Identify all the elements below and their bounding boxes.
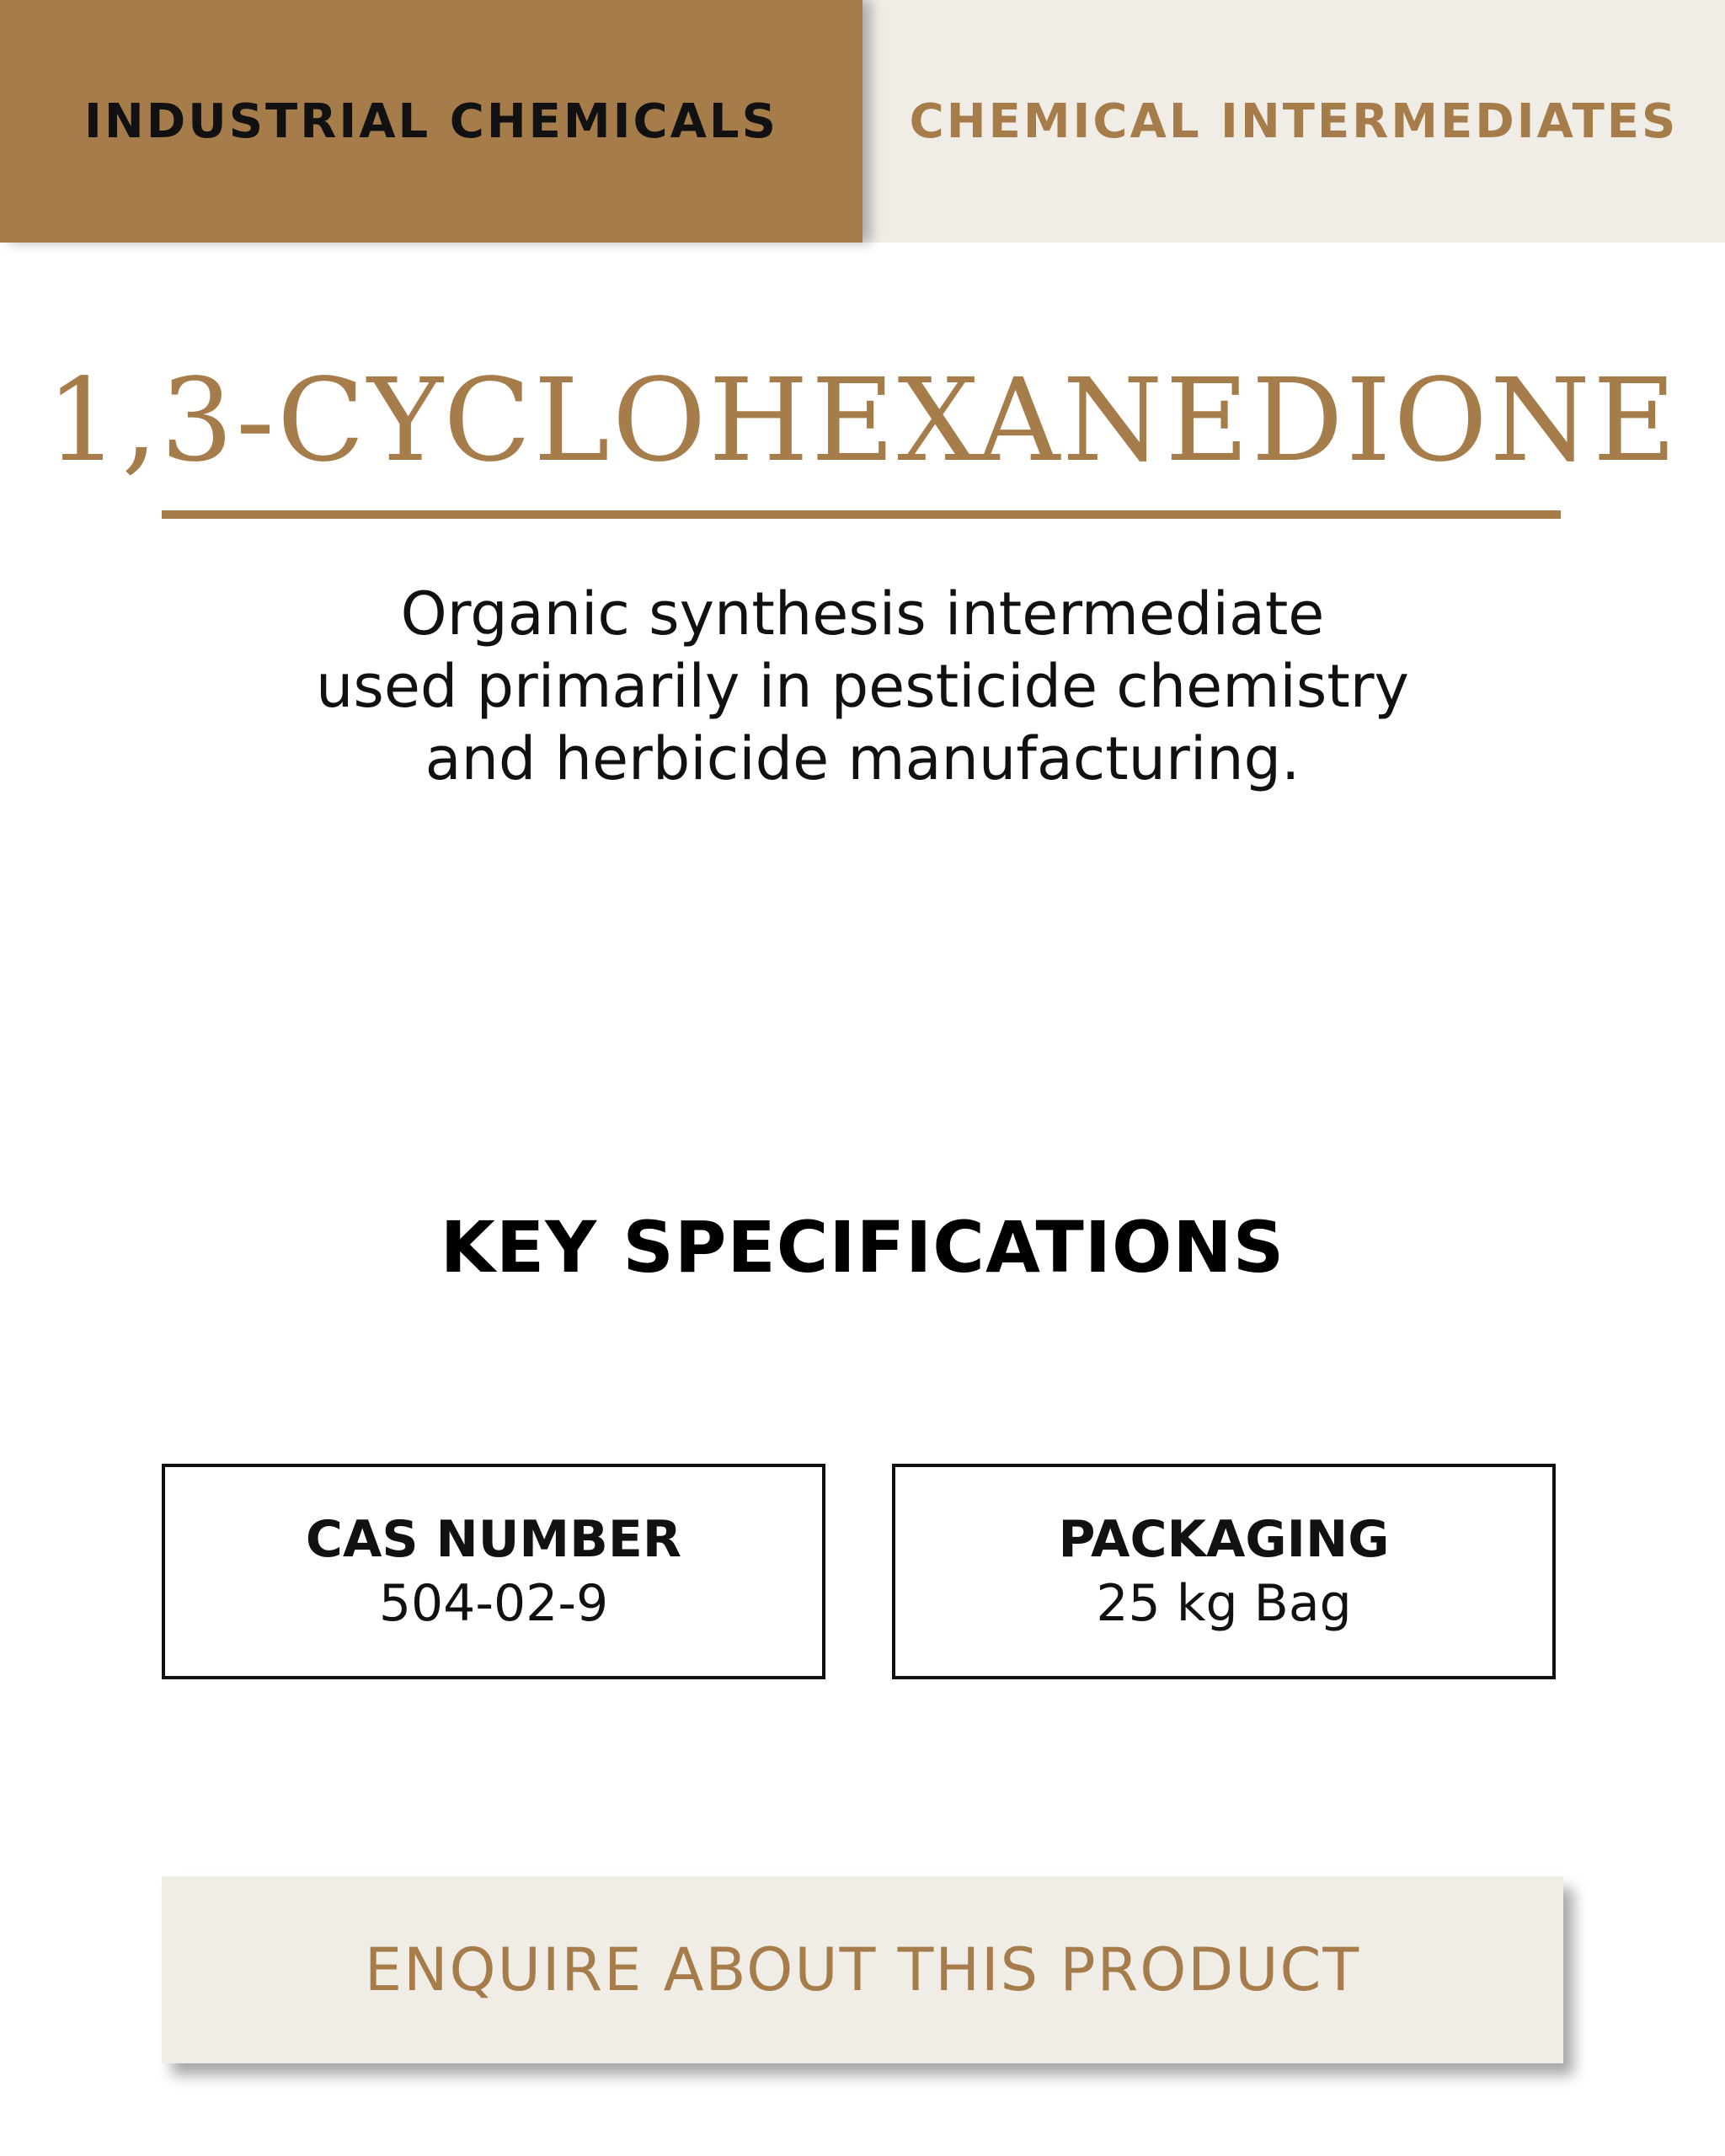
- tab-label: CHEMICAL INTERMEDIATES: [909, 93, 1679, 149]
- spec-label: PACKAGING: [1058, 1510, 1390, 1569]
- specifications-heading: KEY SPECIFICATIONS: [440, 1206, 1285, 1289]
- product-title: 1,3-CYCLOHEXANEDIONE: [45, 355, 1680, 488]
- title-divider: [162, 510, 1561, 519]
- description-line: Organic synthesis intermediate: [400, 579, 1325, 648]
- spec-value: 504-02-9: [378, 1574, 609, 1633]
- enquire-button[interactable]: [162, 1876, 1563, 2063]
- spec-value: 25 kg Bag: [1096, 1574, 1352, 1633]
- spec-label: CAS NUMBER: [305, 1510, 682, 1569]
- tab-label: INDUSTRIAL CHEMICALS: [84, 93, 778, 149]
- tab-chemical-intermediates[interactable]: [862, 0, 1725, 243]
- tab-industrial-chemicals[interactable]: [0, 0, 862, 243]
- enquire-button-label: ENQUIRE ABOUT THIS PRODUCT: [364, 1935, 1361, 2004]
- product-description: [214, 578, 1511, 795]
- description-line: and herbicide manufacturing.: [425, 724, 1300, 793]
- spec-card-cas-number: [162, 1464, 825, 1679]
- spec-card-packaging: [892, 1464, 1556, 1679]
- description-line: used primarily in pesticide chemistry: [316, 652, 1409, 721]
- category-tabs: [0, 0, 1725, 243]
